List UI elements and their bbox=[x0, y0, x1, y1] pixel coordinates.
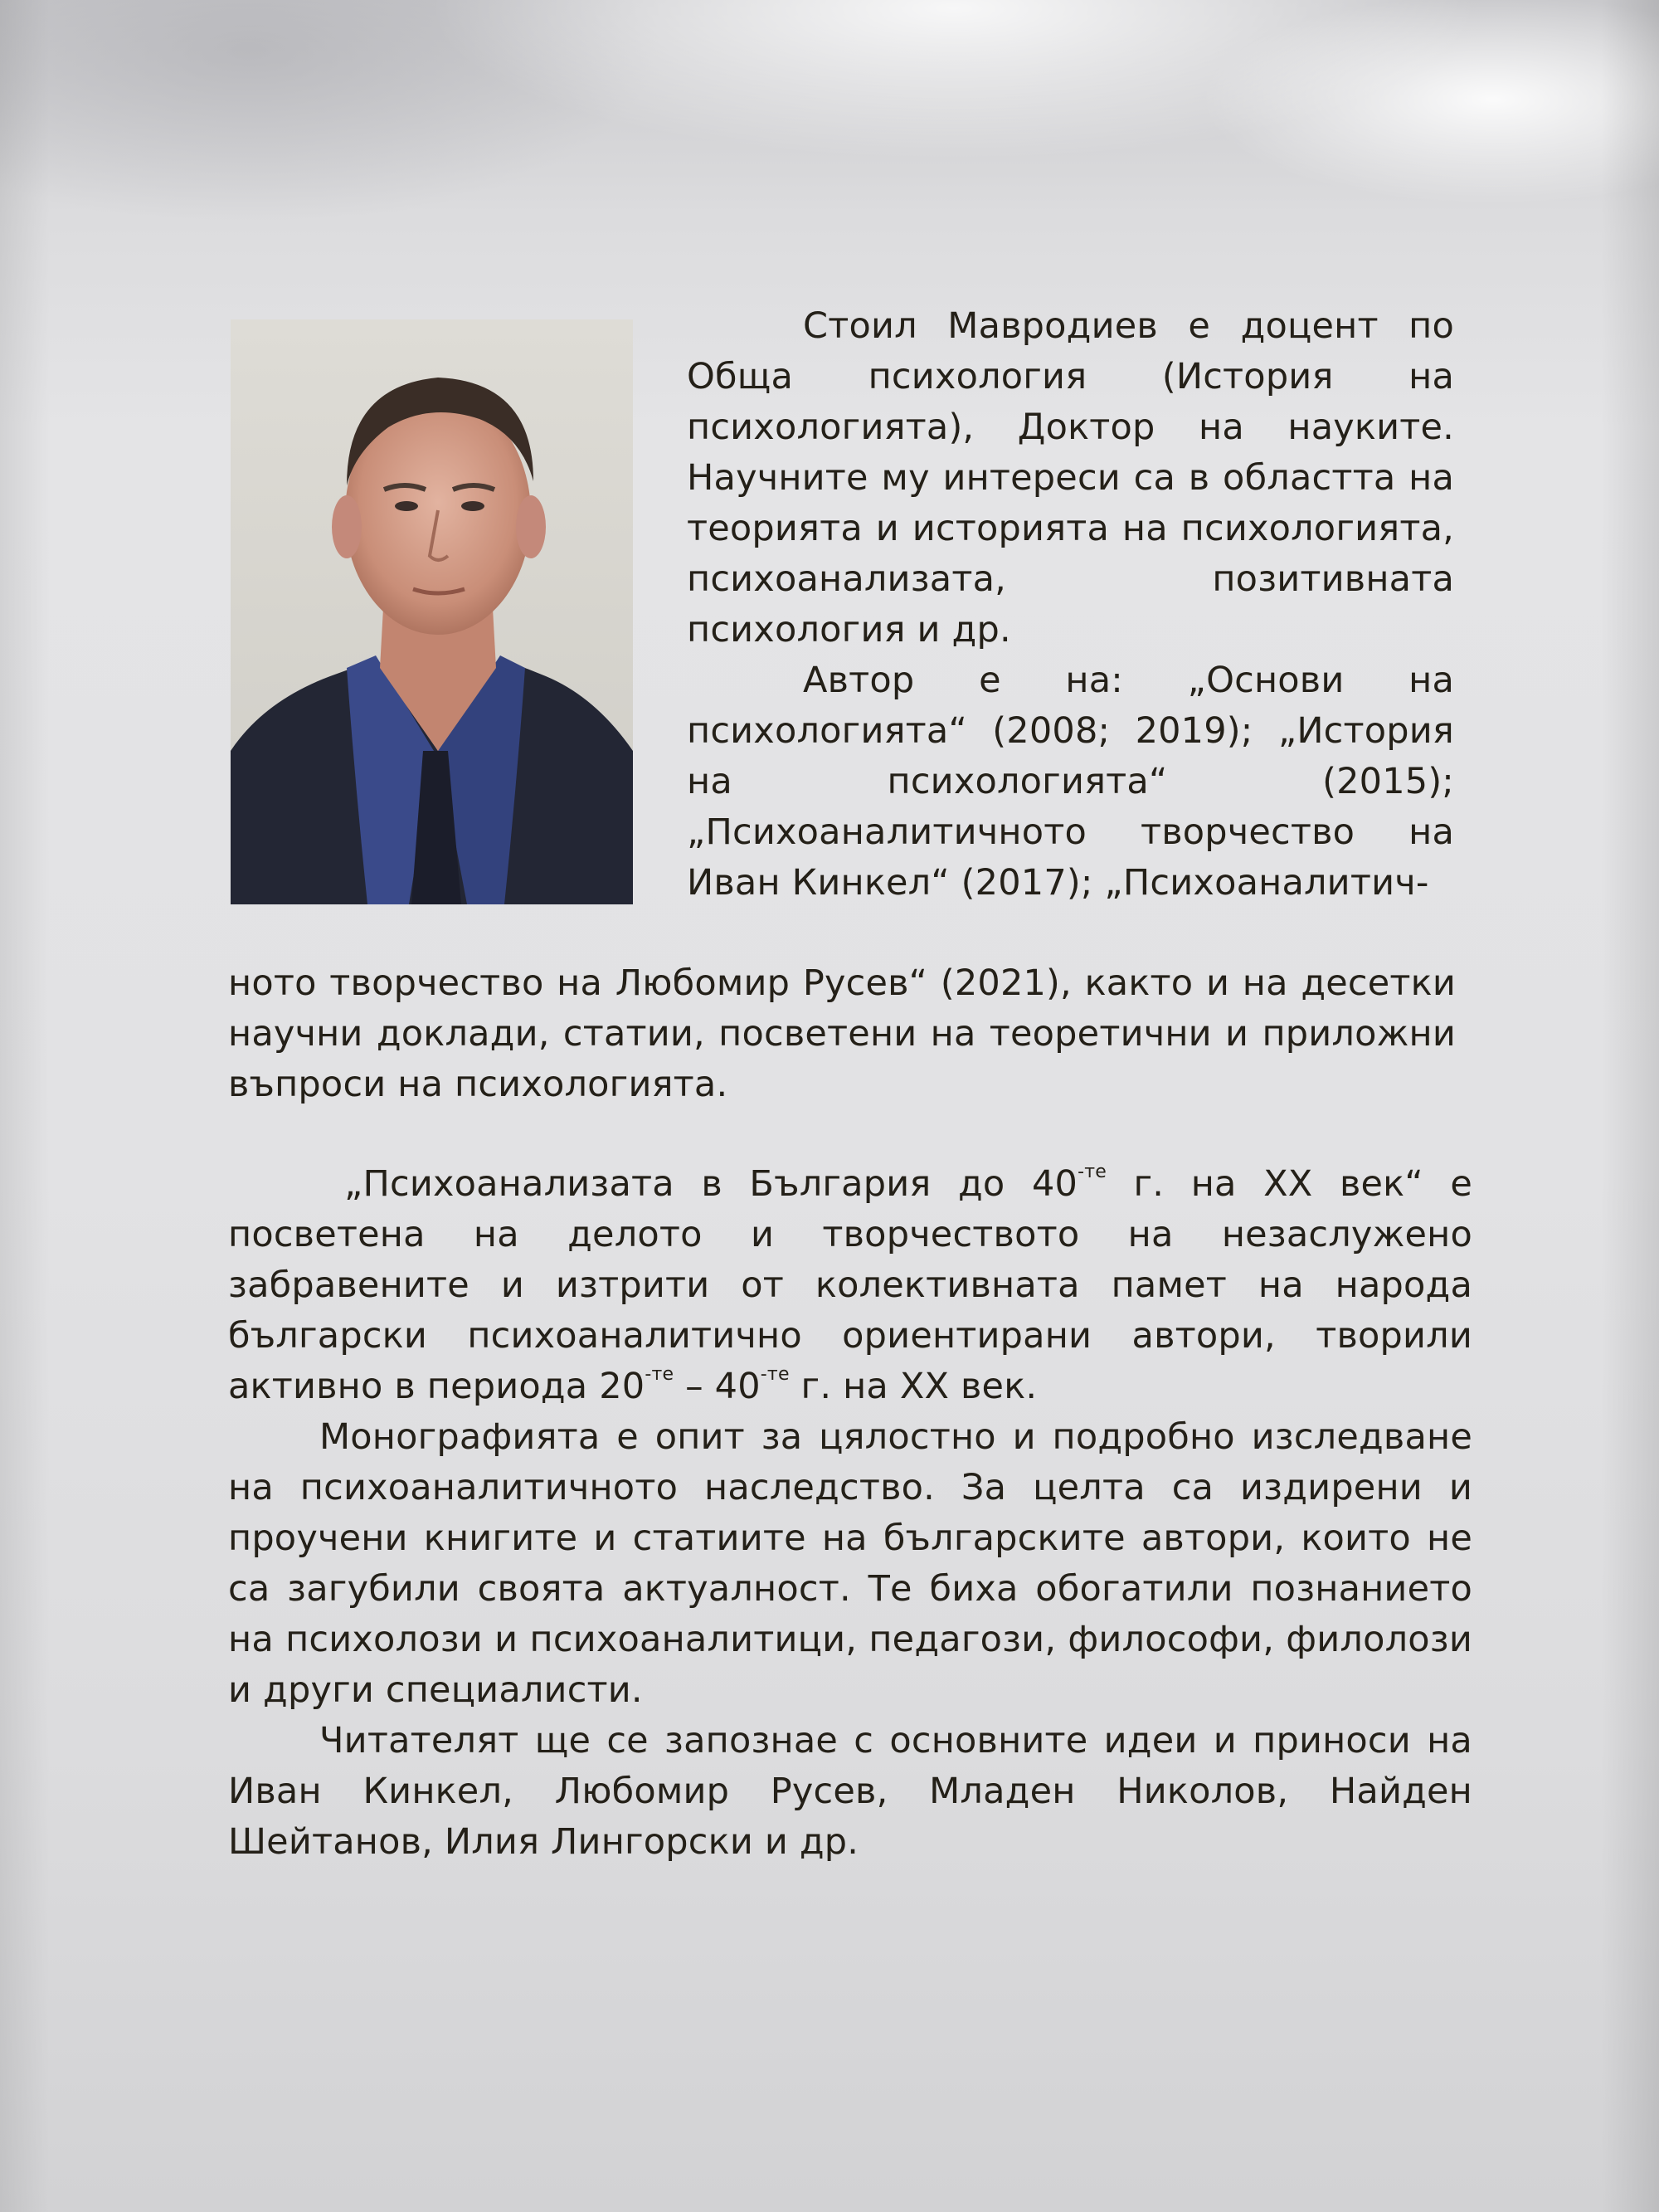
description-paragraph-1 bbox=[228, 1159, 1472, 1412]
bio-paragraph-1: Стоил Мавродиев е доцент по Обща психология (История на психологията), Доктор на науките. Научните му интереси са в областта на теорията и историята на психологията, психоанализата, позитивната психология и др. bbox=[687, 305, 1454, 650]
description-p1-part-a: „Психоанализата в България до 40 bbox=[344, 1163, 1078, 1205]
superscript-te-1: -те bbox=[1078, 1162, 1107, 1182]
page-shadow-right bbox=[1601, 0, 1659, 2212]
book-description bbox=[228, 1159, 1472, 1868]
superscript-te-2: -те bbox=[645, 1364, 674, 1385]
bio-paragraph-2-start: Автор е на: „Основи на психологията“ (2008; 2019); „История на психологията“ (2015); „Психоаналитичното творчество на Иван Кинкел“ (2017); „Психоаналитич- bbox=[687, 660, 1454, 904]
page-shadow-left bbox=[0, 0, 50, 2212]
description-paragraph-2: Монографията е опит за цялостно и подробно изследване на психоаналитичното наследство. За целта са издирени и проучени книгите и статиите на българските автори, които не са загубили своята актуалност. Те биха обогатили познанието на психолози и психоаналитици, педагози, философи, филолози и други специалисти. bbox=[228, 1416, 1472, 1711]
author-bio-bottom bbox=[228, 958, 1456, 1110]
author-bio-top bbox=[687, 301, 1454, 909]
description-p1-part-d: г. на XX век. bbox=[789, 1366, 1038, 1407]
superscript-te-3: -те bbox=[760, 1364, 790, 1385]
description-paragraph-3: Читателят ще се запознае с основните идеи и приноси на Иван Кинкел, Любомир Русев, Младен Николов, Найден Шейтанов, Илия Лингорски и др. bbox=[228, 1720, 1472, 1863]
description-p1-part-c: – 40 bbox=[674, 1366, 761, 1407]
author-photo bbox=[231, 319, 633, 904]
description-p1-part-b: г. на XX век“ е посветена на делото и творчеството на незаслужено забравените и изтрити от колективната памет на народа български психоаналитично ориентирани автори, творили активно в периода 20 bbox=[228, 1163, 1472, 1407]
bio-paragraph-2-end: ното творчество на Любомир Русев“ (2021), както и на десетки научни доклади, статии, посветени на теоретични и приложни въпроси на психологията. bbox=[228, 962, 1456, 1105]
